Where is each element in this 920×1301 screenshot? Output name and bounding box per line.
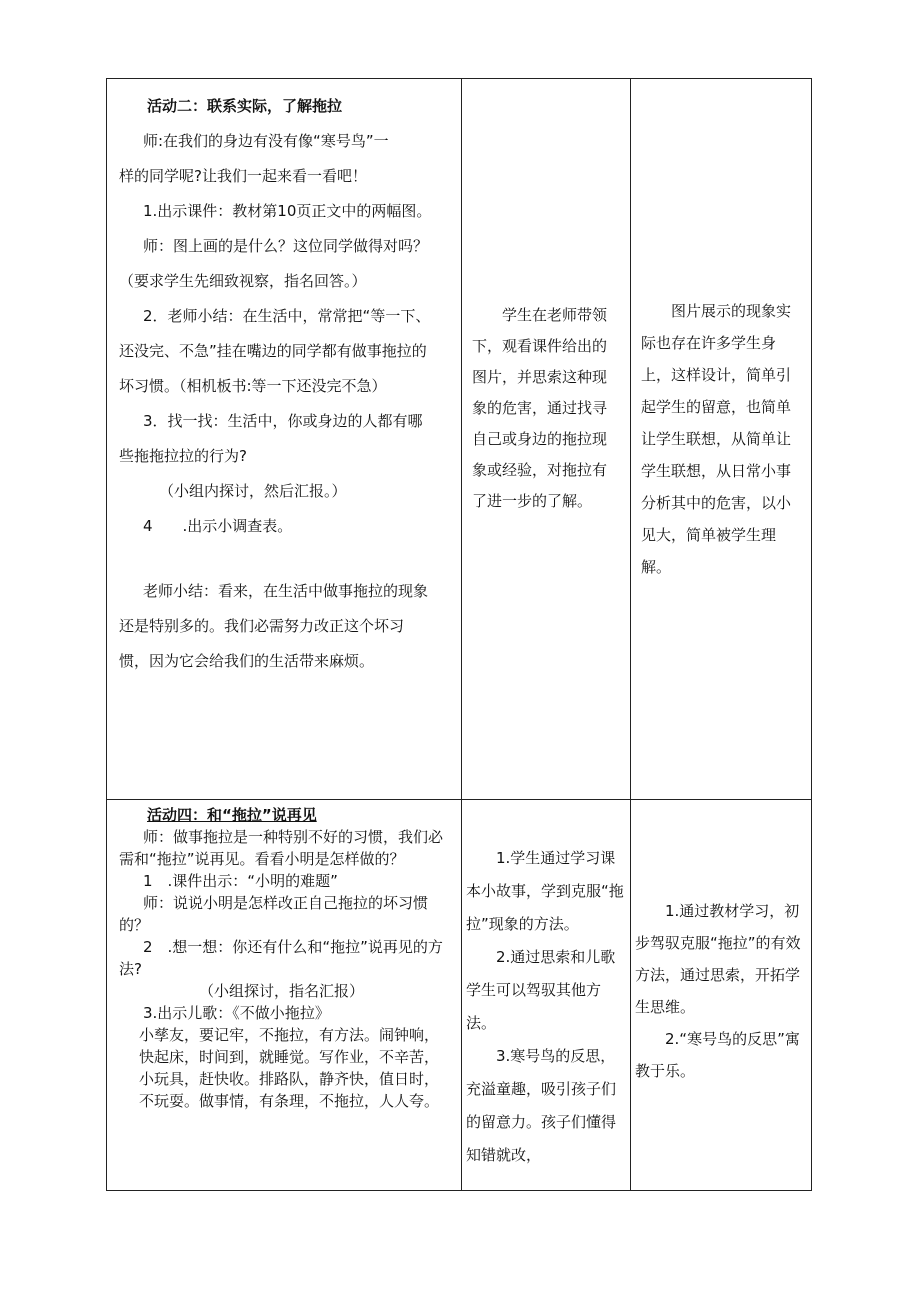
text-line: 坏习惯。（相机板书:等一下还没完不急） [119,377,387,395]
text-line: 2 .想一想：你还有什么和“拖拉”说再见的方法? [119,938,443,978]
table-row [107,79,812,800]
activity-2-content-cell [107,79,462,800]
activity-2-student-cell [462,79,631,800]
text-line: 1 .课件出示：“小明的难题” [143,872,338,890]
table-row [107,800,812,1191]
text-line: 师:在我们的身边有没有像“寒号鸟”一 [143,132,389,150]
text-line: 师：说说小明是怎样改正自己拖拉的坏习惯的？ [119,894,429,934]
text-line: 还是特别多的。我们必需努力改正这个坏习 [119,617,405,635]
activity-4-title: 活动四：和“拖拉”说再见 [147,806,317,824]
activity-4-content-cell [107,800,462,1191]
student-activity-text: 2.通过思索和儿歌学生可以驾驭其他方法。 [466,948,616,1032]
text-line: （要求学生先细致视察，指名回答。） [119,272,367,290]
text-line: 师：图上画的是什么？这位同学做得对吗？ [143,237,429,255]
activity-4-student-cell [462,800,631,1191]
design-intent-text: 1.通过教材学习，初步驾驭克服“拖拉”的有效方法，通过思索，开拓学生思维。 [635,902,801,1016]
text-line: 样的同学呢?让我们一起来看一看吧！ [119,167,367,185]
text-line: （小组内探讨，然后汇报。） [159,482,347,500]
activity-4-design-cell [631,800,812,1191]
student-activity-text: 学生在老师带领下，观看课件给出的图片，并思索这种现象的危害，通过找寻自己或身边的拖拉现象或经验，对拖拉有了进一步的了解。 [472,306,608,510]
text-line: 师：做事拖拉是一种特别不好的习惯，我们必需和“拖拉”说再见。看看小明是怎样做的？ [119,828,444,868]
text-line: 老师小结：看来，在生活中做事拖拉的现象 [143,582,429,600]
text-line: 1.出示课件：教材第10页正文中的两幅图。 [143,202,432,220]
design-intent-text: 2.“寒号鸟的反思”寓教于乐。 [635,1030,800,1080]
text-line: 2．老师小结：在生活中，常常把“等一下、 [143,307,431,325]
student-activity-text: 1.学生通过学习课本小故事，学到克服“拖拉”现象的方法。 [466,849,624,933]
text-line: 4 .出示小调查表。 [143,517,293,535]
text-line: 些拖拖拉拉的行为? [119,447,247,465]
design-intent-text: 图片展示的现象实际也存在许多学生身上，这样设计，简单引起学生的留意，也简单让学生联想，从简单让学生联想，从日常小事分析其中的危害，以小见大，简单被学生理解。 [641,302,792,576]
lesson-plan-table [106,78,812,1191]
text-line: 惯，因为它会给我们的生活带来麻烦。 [119,652,375,670]
poem-text: 小孳友，要记牢，不拖拉，有方法。闹钟响，快起床，时间到，就睡觉。写作业，不辛苦，小玩具，赶快收。排路队，静齐快，值日时，不玩耍。做事情，有条理，不拖拉，人人夸。 [139,1026,440,1110]
activity-2-design-cell [631,79,812,800]
text-line: 还没完、不急”挂在嘴边的同学都有做事拖拉的 [119,342,427,360]
text-line: 3．找一找：生活中，你或身边的人都有哪 [143,412,423,430]
text-line: （小组探讨，指名汇报） [199,982,365,1000]
student-activity-text: 3.寒号鸟的反思，充溢童趣，吸引孩子们的留意力。孩子们懂得知错就改， [466,1047,617,1164]
text-line: 3.出示儿歌：《不做小拖拉》 [143,1004,330,1022]
activity-2-title: 活动二：联系实际，了解拖拉 [147,97,343,115]
